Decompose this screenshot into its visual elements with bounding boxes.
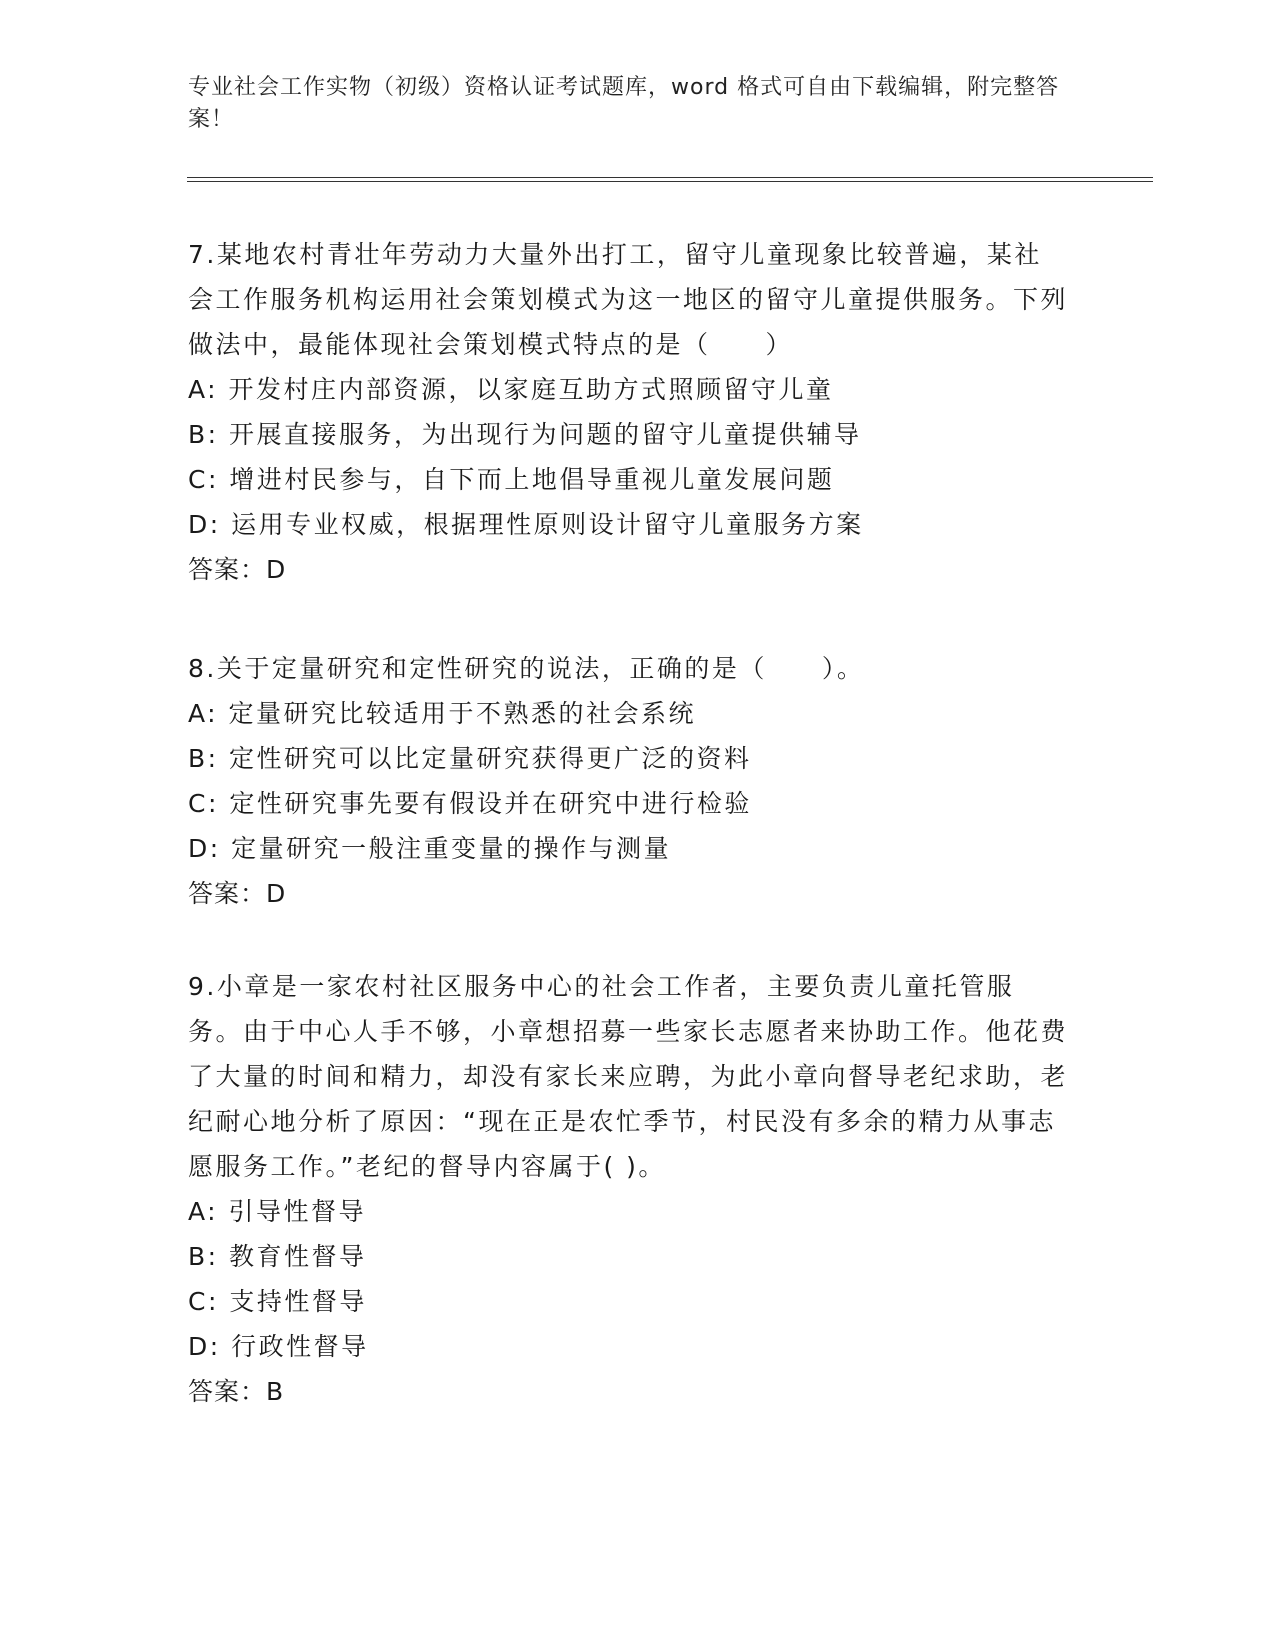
option-a: A: 定量研究比较适用于不熟悉的社会系统 [188,699,697,728]
answer-line: 答案：D [188,879,287,908]
question-stem: 7.某地农村青壮年劳动力大量外出打工，留守儿童现象比较普遍，某社会工作服务机构运用社会策划模式为这一地区的留守儿童提供服务。下列做法中，最能体现社会策划模式特点的是（ ） [188,240,1069,359]
answer-line: 答案：B [188,1377,285,1406]
answer-line: 答案：D [188,555,287,584]
option-b: B: 教育性督导 [188,1242,367,1271]
question-8 [188,646,1068,916]
option-c: C: 支持性督导 [188,1287,367,1316]
option-a: A: 开发村庄内部资源，以家庭互助方式照顾留守儿童 [188,375,834,404]
option-d: D: 行政性督导 [188,1332,369,1361]
question-9 [188,964,1068,1414]
header-divider-top [187,177,1153,178]
option-c: C: 定性研究事先要有假设并在研究中进行检验 [188,789,752,818]
option-b: B: 开展直接服务，为出现行为问题的留守儿童提供辅导 [188,420,862,449]
document-header: 专业社会工作实物（初级）资格认证考试题库，word 格式可自由下载编辑，附完整答案！ [188,75,1060,132]
option-b: B: 定性研究可以比定量研究获得更广泛的资料 [188,744,752,773]
option-d: D: 定量研究一般注重变量的操作与测量 [188,834,672,863]
question-7 [188,232,1068,592]
question-stem: 8.关于定量研究和定性研究的说法，正确的是（ ）。 [188,654,865,683]
option-d: D: 运用专业权威，根据理性原则设计留守儿童服务方案 [188,510,864,539]
question-stem: 9.小章是一家农村社区服务中心的社会工作者，主要负责儿童托管服务。由于中心人手不够，小章想招募一些家长志愿者来协助工作。他花费了大量的时间和精力，却没有家长来应聘，为此小章向督导老纪求助，老纪耐心地分析了原因：“现在正是农忙季节，村民没有多余的精力从事志愿服务工作。”老纪的督导内容属于( )。 [188,972,1069,1181]
option-a: A: 引导性督导 [188,1197,367,1226]
option-c: C: 增进村民参与，自下而上地倡导重视儿童发展问题 [188,465,835,494]
header-divider-bottom [187,181,1153,182]
